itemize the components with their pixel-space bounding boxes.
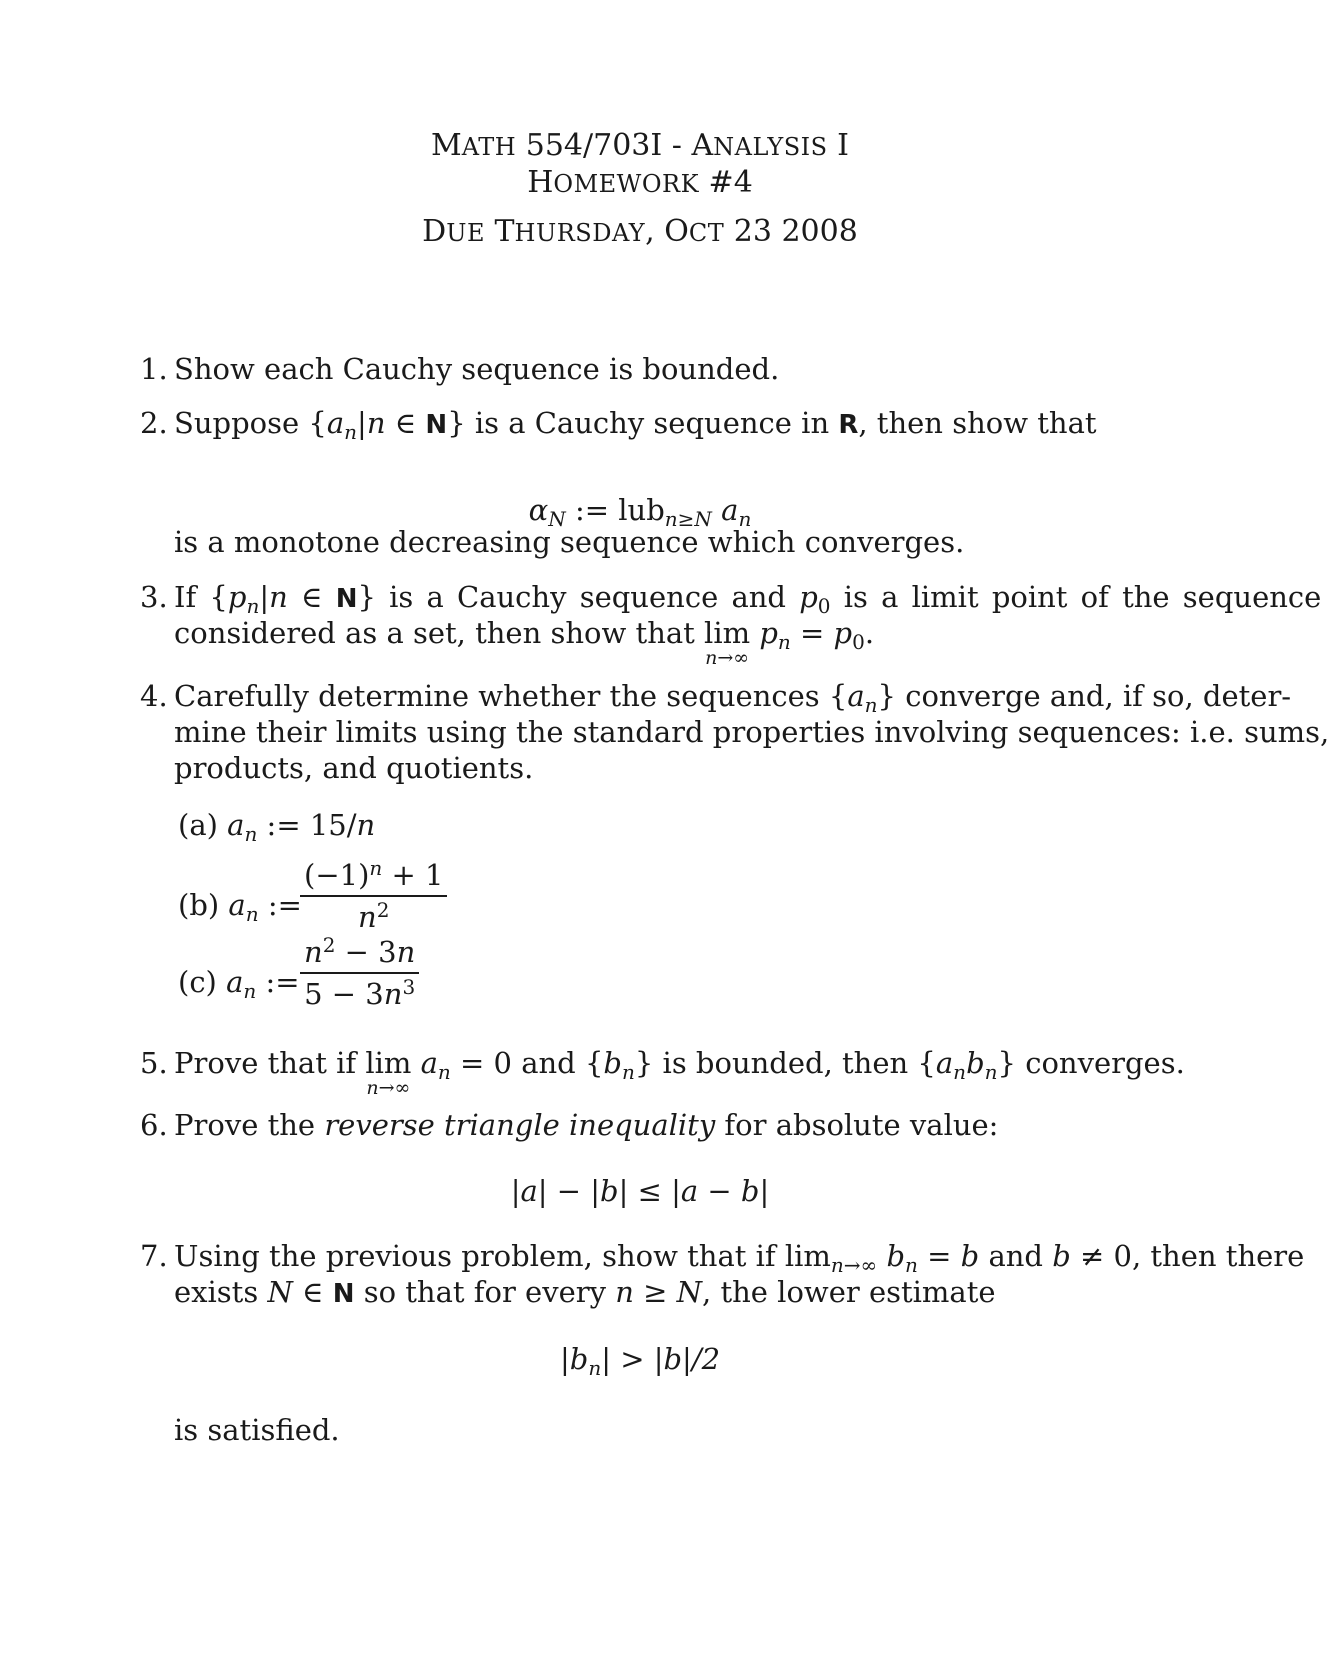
- problem-number: 4.: [140, 679, 168, 713]
- problem-text: exists N ∈ N so that for every n ≥ N, the lower estimate: [174, 1275, 996, 1309]
- problem-number: 1.: [140, 352, 168, 386]
- problem-number: 3.: [140, 580, 168, 614]
- problem-text: considered as a set, then show that lim n→∞ $p_n = p_0$.: [174, 616, 875, 669]
- problem-text: Using the previous problem, show that if $\lim_{n\to\infty} b_n = b$ and b ≠ 0, then there: [174, 1239, 1305, 1277]
- problem-number: 6.: [140, 1108, 168, 1142]
- problem-number: 5.: [140, 1046, 168, 1080]
- problem-text: mine their limits using the standard properties involving sequences: i.e. sums,: [174, 715, 1329, 749]
- problem-number: 2.: [140, 406, 168, 440]
- problem-text: is satisfied.: [174, 1413, 340, 1447]
- subpart-c: (c) $a_n$ :=: [178, 965, 300, 1003]
- display-equation: $|b_n| > |b|/2$: [559, 1342, 721, 1380]
- problem-text: Prove that if lim n→∞ $a_n = 0$ and $\{b_n\}$ is bounded, then $\{a_nb_n\}$ converges.: [174, 1046, 1185, 1099]
- problem-text: If {$p_n|n$ ∈ N} is a Cauchy sequence and $p_0$ is a limit point of the sequence: [174, 580, 1322, 618]
- fraction-c: $\frac{n^2 - 3n}{5 - 3n^3}$: [300, 935, 419, 1011]
- homework-title: HOMEWORK #4: [527, 165, 753, 200]
- problem-text: Show each Cauchy sequence is bounded.: [174, 352, 780, 386]
- subpart-a: (a) $a_n$ := 15/n: [178, 808, 376, 846]
- problem-number: 7.: [140, 1239, 168, 1273]
- fraction-b: $\frac{(-1)^n + 1}{n^2}$: [300, 858, 447, 934]
- subpart-b: (b) $a_n$ :=: [178, 888, 302, 926]
- problem-text: Suppose {$a_n|n$ ∈ N} is a Cauchy sequence in R, then show that: [174, 406, 1097, 444]
- due-date: DUE THURSDAY, OCT 23 2008: [422, 214, 858, 249]
- display-equation: $\alpha_N$ := lub$_{n\ge N}$ $a_n$: [528, 493, 752, 531]
- problem-text: is a monotone decreasing sequence which converges.: [174, 525, 965, 559]
- problem-text: products, and quotients.: [174, 751, 534, 785]
- display-equation: |a| − |b| ≤ |a − b|: [510, 1174, 770, 1208]
- course-title: MATH 554/703I - ANALYSIS I: [431, 128, 849, 163]
- problem-text: Carefully determine whether the sequences $\{a_n\}$ converge and, if so, deter-: [174, 679, 1292, 717]
- problem-text: Prove the reverse triangle inequality for absolute value:: [174, 1108, 999, 1142]
